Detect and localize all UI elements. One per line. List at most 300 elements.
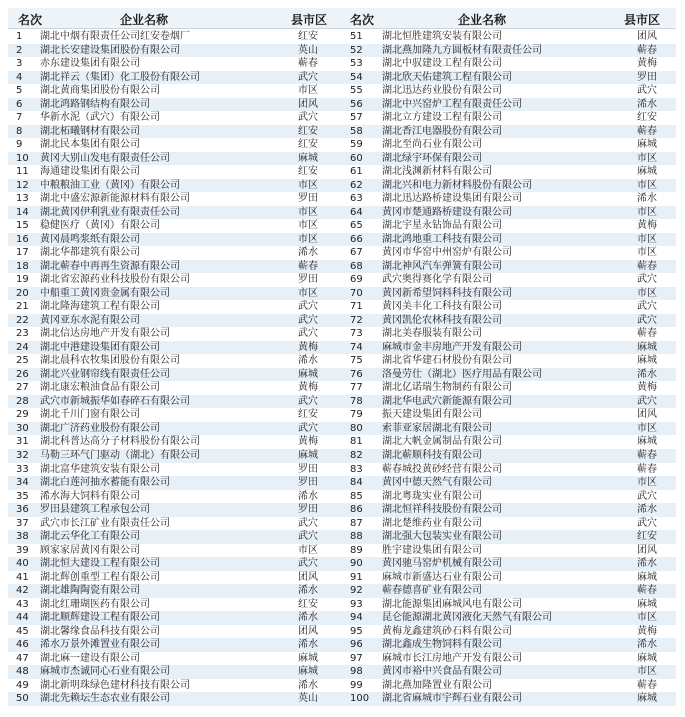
county-cell: 麻城 <box>637 166 657 178</box>
table-row <box>342 233 676 247</box>
company-name-cell: 湖北恒大建设工程有限公司 <box>40 558 160 570</box>
company-name-cell: 湖北粤珑实业有限公司 <box>382 490 482 502</box>
county-cell: 蕲春 <box>637 449 657 461</box>
rank-cell: 52 <box>350 44 363 56</box>
table-row <box>8 449 342 463</box>
company-name-cell: 黄冈大别山发电有限责任公司 <box>40 152 170 164</box>
table-row <box>8 571 342 585</box>
table-row <box>342 449 676 463</box>
rank-cell: 48 <box>16 666 29 678</box>
table-row <box>8 638 342 652</box>
table-row <box>342 354 676 368</box>
rank-cell: 50 <box>16 693 29 705</box>
company-name-cell: 湖北能源集团麻城风电有限公司 <box>382 598 522 610</box>
rank-cell: 61 <box>350 166 363 178</box>
rank-cell: 87 <box>350 517 363 529</box>
county-cell: 英山 <box>298 44 318 56</box>
company-name-cell: 湖北富华建筑安装有限公司 <box>40 463 160 475</box>
table-row <box>342 327 676 341</box>
rank-cell: 93 <box>350 598 363 610</box>
rank-cell: 2 <box>16 44 23 56</box>
county-cell: 红安 <box>637 531 657 543</box>
company-name-cell: 湖北黄冈伊利乳业有限责任公司 <box>40 206 180 218</box>
table-row <box>342 381 676 395</box>
table-row <box>342 152 676 166</box>
rank-cell: 8 <box>16 125 23 137</box>
company-name-cell: 湖北迅达路桥建设集团有限公司 <box>382 193 522 205</box>
rank-cell: 13 <box>16 193 29 205</box>
table-row <box>342 652 676 666</box>
county-cell: 武穴 <box>637 85 657 97</box>
table-row <box>8 463 342 477</box>
county-cell: 浠水 <box>637 558 657 570</box>
company-name-cell: 湖北浅渊新材料有限公司 <box>382 166 492 178</box>
company-name-cell: 赤东建设集团有限公司 <box>40 58 140 70</box>
county-cell: 麻城 <box>298 368 318 380</box>
county-cell: 麻城 <box>298 449 318 461</box>
table-row <box>8 125 342 139</box>
company-name-cell: 黄冈驰马窑炉机械有限公司 <box>382 558 502 570</box>
rank-cell: 22 <box>16 314 29 326</box>
company-name-cell: 湖北燕加隆九方圆板材有限责任公司 <box>382 44 542 56</box>
table-column-right <box>342 30 676 706</box>
company-name-cell: 湖北大帆金属制品有限公司 <box>382 436 502 448</box>
company-name-cell: 浠水万景外滩置业有限公司 <box>40 639 160 651</box>
table-row <box>8 611 342 625</box>
county-cell: 蕲春 <box>637 585 657 597</box>
company-name-cell: 湖北长安建设集团股份有限公司 <box>40 44 180 56</box>
county-cell: 麻城 <box>298 152 318 164</box>
table-row <box>342 125 676 139</box>
company-name-cell: 湖北省麻城市宇辉石业有限公司 <box>382 693 522 705</box>
rank-cell: 74 <box>350 341 363 353</box>
rank-cell: 46 <box>16 639 29 651</box>
table-row <box>8 476 342 490</box>
table-row <box>8 395 342 409</box>
county-cell: 市区 <box>637 612 657 624</box>
rank-cell: 38 <box>16 531 29 543</box>
county-cell: 武穴 <box>637 517 657 529</box>
company-name-cell: 湖北祥云（集团）化工股份有限公司 <box>40 71 200 83</box>
county-cell: 团风 <box>298 571 318 583</box>
rank-cell: 37 <box>16 517 29 529</box>
table-row <box>8 368 342 382</box>
rank-cell: 3 <box>16 58 23 70</box>
county-cell: 浠水 <box>637 193 657 205</box>
county-cell: 浠水 <box>298 490 318 502</box>
rank-cell: 66 <box>350 233 363 245</box>
rank-cell: 77 <box>350 382 363 394</box>
header-company-right: 企业名称 <box>458 13 507 27</box>
county-cell: 团风 <box>298 625 318 637</box>
table-row <box>342 341 676 355</box>
rank-cell: 24 <box>16 341 29 353</box>
rank-cell: 9 <box>16 139 23 151</box>
county-cell: 武穴 <box>298 112 318 124</box>
county-cell: 浠水 <box>298 612 318 624</box>
company-name-cell: 湖北信达房地产开发有限公司 <box>40 328 170 340</box>
rank-cell: 80 <box>350 422 363 434</box>
company-name-cell: 武穴市长江矿业有限责任公司 <box>40 517 170 529</box>
rank-cell: 43 <box>16 598 29 610</box>
county-cell: 蕲春 <box>637 679 657 691</box>
table-row <box>8 435 342 449</box>
rank-cell: 21 <box>16 301 29 313</box>
company-name-cell: 湖北兴业钢帘线有限责任公司 <box>40 368 170 380</box>
rank-cell: 10 <box>16 152 29 164</box>
rank-cell: 36 <box>16 504 29 516</box>
table-row <box>8 530 342 544</box>
rank-cell: 79 <box>350 409 363 421</box>
county-cell: 武穴 <box>637 395 657 407</box>
company-name-cell: 湖北隆海建筑工程有限公司 <box>40 301 160 313</box>
table-row <box>342 517 676 531</box>
rank-cell: 96 <box>350 639 363 651</box>
rank-cell: 94 <box>350 612 363 624</box>
rank-cell: 85 <box>350 490 363 502</box>
table-row <box>8 233 342 247</box>
table-row <box>8 71 342 85</box>
rank-cell: 40 <box>16 558 29 570</box>
company-name-cell: 湖北恒胜建筑安装有限公司 <box>382 31 502 42</box>
county-cell: 麻城 <box>298 652 318 664</box>
company-name-cell: 麻城市杰诚同心石业有限公司 <box>40 666 170 678</box>
table-row <box>8 98 342 112</box>
rank-cell: 59 <box>350 139 363 151</box>
rank-cell: 51 <box>350 31 363 42</box>
table-row <box>342 219 676 233</box>
table-row <box>8 557 342 571</box>
county-cell: 黄梅 <box>637 382 657 394</box>
county-cell: 黄梅 <box>637 625 657 637</box>
county-cell: 蕲春 <box>298 260 318 272</box>
company-name-cell: 蕲春城投黄砂经营有限公司 <box>382 463 502 475</box>
county-cell: 团风 <box>637 31 657 42</box>
table-row <box>8 84 342 98</box>
company-name-cell: 湖北强大包装实业有限公司 <box>382 531 502 543</box>
table-row <box>342 503 676 517</box>
company-name-cell: 湖北香江电器股份有限公司 <box>382 125 502 137</box>
company-name-cell: 黄冈晨鸣浆纸有限公司 <box>40 233 140 245</box>
county-cell: 市区 <box>298 85 318 97</box>
table-row <box>342 422 676 436</box>
header-rank-right: 名次 <box>350 13 375 27</box>
company-name-cell: 胜宇建设集团有限公司 <box>382 544 482 556</box>
company-name-cell: 湖北中兴窑炉工程有限责任公司 <box>382 98 522 110</box>
county-cell: 蕲春 <box>637 125 657 137</box>
table-row <box>8 138 342 152</box>
county-cell: 蕲春 <box>637 44 657 56</box>
rank-cell: 67 <box>350 247 363 259</box>
table-row <box>8 544 342 558</box>
table-row <box>342 368 676 382</box>
table-row <box>342 395 676 409</box>
table-row <box>8 422 342 436</box>
table-row <box>8 287 342 301</box>
table-row <box>342 111 676 125</box>
county-cell: 市区 <box>637 287 657 299</box>
county-cell: 武穴 <box>637 301 657 313</box>
table-row <box>342 544 676 558</box>
table-row <box>8 327 342 341</box>
rank-cell: 72 <box>350 314 363 326</box>
county-cell: 黄梅 <box>637 220 657 232</box>
table-row <box>8 503 342 517</box>
company-name-cell: 湖北兴和电力新材料股份有限公司 <box>382 179 532 191</box>
rank-cell: 25 <box>16 355 29 367</box>
county-cell: 武穴 <box>298 395 318 407</box>
county-cell: 武穴 <box>637 314 657 326</box>
county-cell: 麻城 <box>637 652 657 664</box>
table-row <box>342 273 676 287</box>
table-row <box>8 152 342 166</box>
rank-cell: 62 <box>350 179 363 191</box>
rank-cell: 47 <box>16 652 29 664</box>
county-cell: 市区 <box>298 220 318 232</box>
table-row <box>342 408 676 422</box>
company-name-cell: 湖北神风汽车弹簧有限公司 <box>382 260 502 272</box>
rank-cell: 49 <box>16 679 29 691</box>
company-name-cell: 湖北先赖坛生态农业有限公司 <box>40 693 170 705</box>
rank-cell: 31 <box>16 436 29 448</box>
table-row <box>342 246 676 260</box>
table-row <box>342 71 676 85</box>
company-name-cell: 湖北蕲顺科技有限公司 <box>382 449 482 461</box>
company-name-cell: 蕲春德喜矿业有限公司 <box>382 585 482 597</box>
table-row <box>8 44 342 58</box>
county-cell: 红安 <box>298 166 318 178</box>
county-cell: 团风 <box>298 98 318 110</box>
rank-cell: 57 <box>350 112 363 124</box>
county-cell: 市区 <box>637 422 657 434</box>
table-row <box>342 98 676 112</box>
rank-cell: 86 <box>350 504 363 516</box>
county-cell: 浠水 <box>298 247 318 259</box>
company-name-cell: 湖北鸿路钢结构有限公司 <box>40 98 150 110</box>
rank-cell: 89 <box>350 544 363 556</box>
table-row <box>8 652 342 666</box>
rank-cell: 99 <box>350 679 363 691</box>
table-row <box>342 679 676 693</box>
table-row <box>342 84 676 98</box>
county-cell: 武穴 <box>298 531 318 543</box>
rank-cell: 98 <box>350 666 363 678</box>
rank-cell: 56 <box>350 98 363 110</box>
rank-cell: 90 <box>350 558 363 570</box>
table-row <box>342 490 676 504</box>
company-name-cell: 中粮粮油工业（黄冈）有限公司 <box>40 179 180 191</box>
rank-cell: 58 <box>350 125 363 137</box>
table-row <box>342 287 676 301</box>
company-name-cell: 武穴市新城振华如春碎石有限公司 <box>40 395 190 407</box>
county-cell: 市区 <box>298 179 318 191</box>
rank-cell: 82 <box>350 449 363 461</box>
rank-cell: 16 <box>16 233 29 245</box>
county-cell: 市区 <box>637 247 657 259</box>
rank-cell: 11 <box>16 166 29 178</box>
table-row <box>8 30 342 44</box>
county-cell: 罗田 <box>637 71 657 83</box>
rank-cell: 18 <box>16 260 29 272</box>
company-name-cell: 中船重工黄冈贵金属有限公司 <box>40 287 170 299</box>
county-cell: 武穴 <box>637 274 657 286</box>
county-cell: 浠水 <box>298 679 318 691</box>
company-name-cell: 湖北华都建筑有限公司 <box>40 247 140 259</box>
table-row <box>342 598 676 612</box>
company-name-cell: 罗田县建筑工程承包公司 <box>40 504 150 516</box>
company-name-cell: 湖北馨缘食品科技有限公司 <box>40 625 160 637</box>
rank-cell: 83 <box>350 463 363 475</box>
company-name-cell: 湖北新明珠绿色建材科技有限公司 <box>40 679 190 691</box>
rank-cell: 35 <box>16 490 29 502</box>
county-cell: 市区 <box>298 206 318 218</box>
table-row <box>8 354 342 368</box>
rank-cell: 34 <box>16 477 29 489</box>
table-row <box>342 571 676 585</box>
company-name-cell: 武穴奥得赛化学有限公司 <box>382 274 492 286</box>
county-cell: 麻城 <box>637 693 657 705</box>
rank-cell: 54 <box>350 71 363 83</box>
table-row <box>342 314 676 328</box>
company-name-cell: 湖北广济药业股份有限公司 <box>40 422 160 434</box>
rank-cell: 55 <box>350 85 363 97</box>
county-cell: 蕲春 <box>637 328 657 340</box>
county-cell: 麻城 <box>637 341 657 353</box>
county-cell: 浠水 <box>637 368 657 380</box>
county-cell: 团风 <box>637 409 657 421</box>
county-cell: 蕲春 <box>298 58 318 70</box>
rank-cell: 76 <box>350 368 363 380</box>
rank-cell: 7 <box>16 112 23 124</box>
table-row <box>8 57 342 71</box>
company-name-cell: 黄冈亚东水泥有限公司 <box>40 314 140 326</box>
table-row <box>342 192 676 206</box>
company-name-cell: 湖北白莲河抽水蓄能有限公司 <box>40 477 170 489</box>
county-cell: 团风 <box>637 544 657 556</box>
county-cell: 武穴 <box>298 517 318 529</box>
table-row <box>8 625 342 639</box>
table-row <box>8 341 342 355</box>
company-name-cell: 马勒三环气门驱动（湖北）有限公司 <box>40 449 200 461</box>
header-county-right: 县市区 <box>624 13 661 27</box>
rank-cell: 20 <box>16 287 29 299</box>
county-cell: 浠水 <box>637 639 657 651</box>
rank-cell: 92 <box>350 585 363 597</box>
county-cell: 市区 <box>637 233 657 245</box>
county-cell: 市区 <box>298 287 318 299</box>
table-row <box>8 260 342 274</box>
company-name-cell: 湖北华电武穴新能源有限公司 <box>382 395 512 407</box>
table-row <box>342 611 676 625</box>
company-name-cell: 麻城市长江房地产开发有限公司 <box>382 652 522 664</box>
county-cell: 浠水 <box>637 504 657 516</box>
rank-cell: 26 <box>16 368 29 380</box>
table-row <box>8 314 342 328</box>
table-header <box>8 8 676 29</box>
table-row <box>342 638 676 652</box>
header-rank-left: 名次 <box>18 13 43 27</box>
table-row <box>342 179 676 193</box>
rank-cell: 28 <box>16 395 29 407</box>
rank-cell: 15 <box>16 220 29 232</box>
company-name-cell: 湖北恒祥科技股份有限公司 <box>382 504 502 516</box>
rank-cell: 53 <box>350 58 363 70</box>
ranking-table <box>8 8 676 708</box>
county-cell: 市区 <box>637 179 657 191</box>
company-name-cell: 湖北亿诺瑞生物制药有限公司 <box>382 382 512 394</box>
company-name-cell: 顾家家居黄冈有限公司 <box>40 544 140 556</box>
company-name-cell: 索菲亚家居湖北有限公司 <box>382 422 492 434</box>
company-name-cell: 湖北晨科农牧集团股份有限公司 <box>40 355 180 367</box>
table-row <box>342 300 676 314</box>
rank-cell: 95 <box>350 625 363 637</box>
rank-cell: 63 <box>350 193 363 205</box>
table-row <box>8 408 342 422</box>
rank-cell: 64 <box>350 206 363 218</box>
company-name-cell: 昆仑能源湖北黄冈液化天然气有限公司 <box>382 612 552 624</box>
rank-cell: 78 <box>350 395 363 407</box>
company-name-cell: 湖北顺辉建设工程有限公司 <box>40 612 160 624</box>
county-cell: 市区 <box>637 477 657 489</box>
county-cell: 麻城 <box>637 355 657 367</box>
rank-cell: 32 <box>16 449 29 461</box>
rank-cell: 1 <box>16 31 23 42</box>
county-cell: 罗田 <box>298 504 318 516</box>
header-county-left: 县市区 <box>291 13 328 27</box>
company-name-cell: 湖北麻一建设有限公司 <box>40 652 140 664</box>
table-row <box>8 300 342 314</box>
county-cell: 罗田 <box>298 463 318 475</box>
company-name-cell: 振天建设集团有限公司 <box>382 409 482 421</box>
rank-cell: 69 <box>350 274 363 286</box>
county-cell: 麻城 <box>637 571 657 583</box>
company-name-cell: 湖北绿宇环保有限公司 <box>382 152 482 164</box>
table-row <box>8 598 342 612</box>
company-name-cell: 湖北中港建设集团有限公司 <box>40 341 160 353</box>
company-name-cell: 湖北鑫成生物饲料有限公司 <box>382 639 502 651</box>
table-row <box>8 179 342 193</box>
table-row <box>342 30 676 44</box>
company-name-cell: 湖北蕲春中再再生资源有限公司 <box>40 260 180 272</box>
table-row <box>8 192 342 206</box>
table-row <box>8 219 342 233</box>
table-row <box>8 584 342 598</box>
county-cell: 武穴 <box>298 558 318 570</box>
county-cell: 红安 <box>298 31 318 42</box>
company-name-cell: 湖北美春服装有限公司 <box>382 328 482 340</box>
rank-cell: 23 <box>16 328 29 340</box>
company-name-cell: 浠水海大饲料有限公司 <box>40 490 140 502</box>
company-name-cell: 湖北云华化工有限公司 <box>40 531 140 543</box>
company-name-cell: 稳健医疗（黄冈）有限公司 <box>40 220 160 232</box>
rank-cell: 19 <box>16 274 29 286</box>
county-cell: 红安 <box>298 125 318 137</box>
rank-cell: 39 <box>16 544 29 556</box>
table-row <box>8 665 342 679</box>
table-row <box>342 206 676 220</box>
rank-cell: 27 <box>16 382 29 394</box>
county-cell: 蕲春 <box>637 463 657 475</box>
rank-cell: 71 <box>350 301 363 313</box>
rank-cell: 65 <box>350 220 363 232</box>
company-name-cell: 湖北柘曦钢材有限公司 <box>40 125 140 137</box>
county-cell: 麻城 <box>637 436 657 448</box>
county-cell: 罗田 <box>298 274 318 286</box>
company-name-cell: 湖北省华建石材股份有限公司 <box>382 355 512 367</box>
county-cell: 蕲春 <box>637 260 657 272</box>
county-cell: 麻城 <box>298 666 318 678</box>
rank-cell: 12 <box>16 179 29 191</box>
